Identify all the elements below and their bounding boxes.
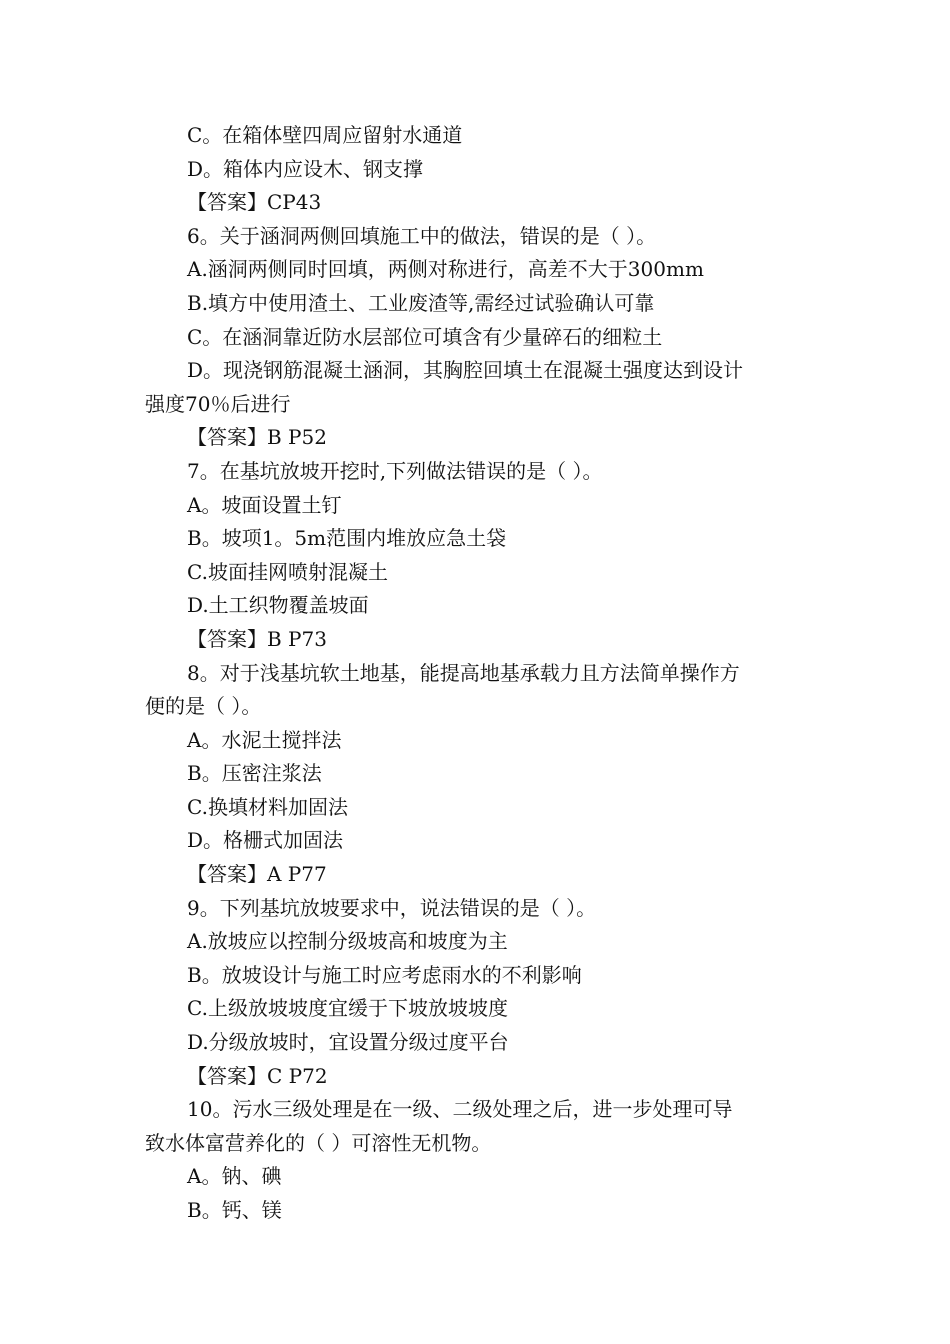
option-line: C。在涵洞靠近防水层部位可填含有少量碎石的细粒土 (187, 324, 663, 349)
continuation-line: 强度70％后进行 (145, 391, 291, 416)
option-line: B.填方中使用渣土、工业废渣等,需经过试验确认可靠 (187, 290, 655, 315)
document-body (145, 119, 810, 1228)
option-line: A。坡面设置土钉 (187, 492, 342, 517)
option-line: A。钠、碘 (187, 1164, 282, 1189)
option-line: B。钙、镁 (187, 1198, 282, 1222)
question-line: 7。在基坑放坡开挖时,下列做法错误的是（ ）。 (187, 458, 603, 483)
option-line: C.换填材料加固法 (187, 794, 348, 819)
option-line: A。水泥土搅拌法 (187, 727, 342, 752)
answer-line: 【答案】C P72 (187, 1063, 328, 1088)
option-line: B。压密注浆法 (187, 761, 322, 786)
option-line: C。在箱体壁四周应留射水通道 (187, 123, 463, 147)
answer-line: 【答案】B P73 (187, 626, 327, 651)
option-line: C.上级放坡坡度宜缓于下坡放坡坡度 (187, 996, 508, 1021)
option-line: D。箱体内应设木、钢支撑 (187, 156, 424, 181)
question-line: 9。下列基坑放坡要求中，说法错误的是（ ）。 (187, 895, 597, 920)
option-line: B。坡项1。5m范围内堆放应急土袋 (187, 526, 507, 551)
option-line: A.放坡应以控制分级坡高和坡度为主 (187, 929, 508, 954)
answer-line: 【答案】CP43 (187, 190, 322, 215)
option-line: D。现浇钢筋混凝土涵洞，其胸腔回填土在混凝土强度达到设计 (187, 358, 744, 383)
continuation-line: 便的是（ ）。 (145, 694, 262, 719)
option-line: D.分级放坡时，宜设置分级过度平台 (187, 1030, 509, 1055)
option-line: D。格栅式加固法 (187, 828, 344, 853)
option-line: C.坡面挂网喷射混凝土 (187, 559, 388, 584)
option-line: D.土工织物覆盖坡面 (187, 593, 369, 618)
option-line: A.涵洞两侧同时回填，两侧对称进行，高差不大于300mm (187, 257, 704, 282)
answer-line: 【答案】A P77 (187, 862, 327, 887)
option-line: B。放坡设计与施工时应考虑雨水的不利影响 (187, 962, 582, 987)
question-line: 8。对于浅基坑软土地基，能提高地基承载力且方法简单操作方 (187, 660, 740, 685)
question-line: 10。污水三级处理是在一级、二级处理之后，进一步处理可导 (187, 1097, 733, 1122)
answer-line: 【答案】B P52 (187, 425, 327, 450)
continuation-line: 致水体富营养化的（ ）可溶性无机物。 (145, 1130, 492, 1155)
question-line: 6。关于涵洞两侧回填施工中的做法，错误的是（ ）。 (187, 223, 657, 248)
